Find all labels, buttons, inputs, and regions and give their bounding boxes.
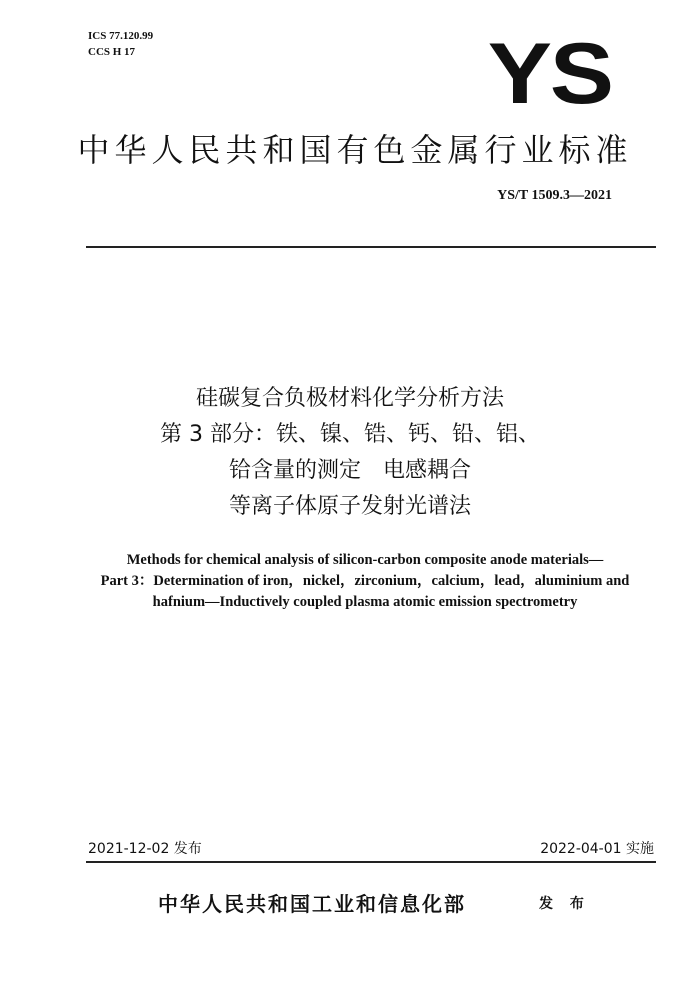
ys-logo: YS	[487, 26, 612, 122]
ics-code: ICS 77.120.99	[88, 30, 154, 42]
ccs-code: CCS H 17	[88, 46, 136, 58]
implementation-date: 2022-04-01 实施	[540, 841, 654, 857]
english-title	[70, 550, 660, 613]
issuing-authority: 中华人民共和国工业和信息化部	[158, 892, 466, 916]
english-title-line: Part 3：Determination of iron，nickel，zirconium，calcium，lead，aluminium and	[100, 573, 630, 589]
chinese-title-line: 铪含量的测定 电感耦合	[228, 458, 471, 483]
issue-label: 发 布	[539, 896, 590, 912]
top-divider	[86, 246, 656, 248]
chinese-title	[0, 381, 700, 525]
classification-codes	[88, 28, 153, 60]
english-title-line: Methods for chemical analysis of silicon-carbon composite anode materials—	[126, 552, 604, 568]
chinese-title-line: 第 3 部分：铁、镍、锆、钙、铅、铝、	[160, 422, 540, 447]
standard-number: YS/T 1509.3—2021	[497, 188, 612, 203]
english-title-line: hafnium—Inductively coupled plasma atomic emission spectrometry	[152, 594, 578, 610]
chinese-title-line: 等离子体原子发射光谱法	[228, 494, 471, 519]
bottom-divider	[86, 861, 656, 863]
standard-category-title: 中华人民共和国有色金属行业标准	[77, 131, 633, 169]
chinese-title-line: 硅碳复合负极材料化学分析方法	[195, 386, 504, 411]
issue-date: 2021-12-02 发布	[88, 841, 202, 857]
